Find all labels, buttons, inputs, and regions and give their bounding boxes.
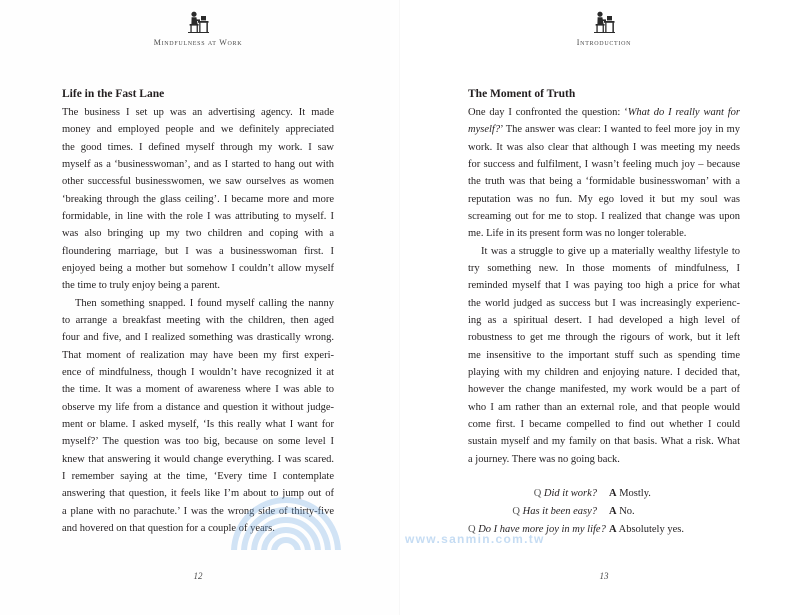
answer-text: Mostly.	[619, 488, 651, 500]
watermark-url: www.sanmin.com.tw	[405, 532, 545, 546]
paragraph	[468, 243, 740, 468]
a-label: A	[609, 488, 617, 500]
text-column	[468, 85, 740, 539]
a-label: A	[609, 506, 617, 518]
answer-cell	[609, 485, 651, 503]
text-line: sustain myself and my family on that basis. What a risk. What	[468, 436, 740, 448]
text-line: money and employed people and we definitely appreciated	[62, 124, 334, 136]
running-head: Mindfulness at Work	[153, 38, 243, 47]
paragraph	[62, 295, 334, 538]
text-line: formidable, in line with the role I was attributing to myself. I	[62, 210, 334, 222]
answer-cell	[609, 521, 684, 539]
text-line: myself as a ‘businesswoman’, and as I started to hang out with	[62, 158, 334, 170]
answer-text: No.	[619, 506, 635, 518]
text-line: reminded myself that I was paying too high a price for what	[468, 280, 740, 292]
text-line: myself?’ The question was too big, because on some level I	[62, 436, 334, 448]
q-label: Q	[468, 523, 476, 535]
page-number: 13	[599, 571, 609, 581]
text-line: ing as a spiritual desert. I had developed a high level of	[468, 314, 740, 326]
text-line: who I am rather than an external role, and that people would	[468, 401, 740, 413]
q-label: Q	[512, 506, 521, 518]
text-line: the world judged as success but I was increasingly experienc-	[468, 297, 740, 309]
text-line: observe my life from a distance and question it without judge-	[62, 401, 334, 413]
text-line: and hovered on that question for a couple of years.	[62, 522, 275, 534]
text-line: other successful businesswomen, we saw ourselves as women	[62, 176, 334, 188]
seated-figure-icon	[592, 10, 616, 34]
question-answer-list	[468, 485, 740, 538]
text-line: knew that answering it would change everything. I was scared.	[62, 453, 334, 465]
text-line: Then something snapped. I found myself calling the nanny	[75, 297, 334, 309]
text-line: ence of mindfulness, though I wouldn’t have recognized it at	[62, 366, 334, 378]
text-line: It was a struggle to give up a materially wealthy lifestyle to	[481, 245, 740, 257]
text-column	[62, 85, 334, 537]
answer-text: Absolutely yes.	[618, 523, 684, 535]
answer-cell	[609, 503, 635, 521]
line-text: ’ The answer was clear: I wanted to feel more joy in my	[500, 124, 740, 136]
question-text: Do I have more joy in my life?	[478, 523, 606, 535]
qa-row	[468, 521, 740, 539]
paragraph	[468, 104, 740, 243]
question-text: Did it work?	[543, 488, 597, 500]
right-page	[400, 0, 800, 615]
text-line: however the change manifested, my work would be a part of	[468, 384, 740, 396]
text-line: the good times. I defined myself through my work. I saw	[62, 141, 334, 153]
text-line: robustness to get me through the rigours of work, but it left	[468, 332, 740, 344]
text-line: to arrange a breakfast meeting with the children, then aged	[62, 314, 334, 326]
text-line: playing with my children and enjoying nature. I decided that,	[468, 366, 740, 378]
question-text: Has it been easy?	[522, 506, 597, 518]
text-line: the time. It was a moment of awareness where I was able to	[62, 384, 334, 396]
text-line: That moment of realization may have been my first experi-	[62, 349, 334, 361]
question-cell	[468, 503, 597, 521]
line-text: One day I confronted the question: ‘	[468, 107, 628, 118]
running-head: Introduction	[576, 38, 632, 47]
text-line: The business I set up was an advertising agency. It made	[62, 107, 334, 118]
italic-text: myself?	[468, 124, 501, 136]
text-line: four and five, and I realized something was drastically wrong.	[62, 332, 334, 344]
qa-row	[468, 485, 740, 503]
text-line: I remember saying at the time, ‘Every time I contemplate	[62, 470, 334, 482]
italic-text: What do I really want for	[627, 107, 740, 118]
page-number: 12	[193, 571, 203, 581]
text-line: the time to truly enjoy being a parent.	[62, 280, 221, 292]
text-line: a journey. There was no going back.	[468, 453, 620, 465]
question-cell	[468, 521, 606, 539]
text-line: screaming out for me to stop. I realized that change was upon	[468, 210, 740, 222]
text-line: reputation was no fun. My ego loved it but my soul was	[468, 193, 740, 205]
text-line: floundering marriage, but I was a businesswoman first. I	[62, 245, 334, 257]
seated-figure-icon	[186, 10, 210, 34]
question-cell	[468, 485, 597, 503]
text-line	[468, 121, 740, 138]
text-line: me insensitive to the important stuff such as spending time	[468, 349, 740, 361]
text-line: enjoyed being a mother but somehow I couldn’t allow myself	[62, 262, 334, 274]
text-line: answering that question, it feels like I’m about to jump out of	[62, 488, 334, 500]
text-line: ment or blame. I asked myself, ‘Is this really what I want for	[62, 418, 334, 430]
text-line: work. It was also clear that although I was meeting my needs	[468, 141, 740, 153]
paragraph	[62, 104, 334, 295]
text-line: try something new. In those moments of mindfulness, I	[468, 262, 740, 274]
text-line	[468, 104, 740, 121]
text-line: was also bringing up my two children and coping with a	[62, 228, 334, 240]
text-line: me. Life in its present form was no longer tolerable.	[468, 228, 687, 240]
text-line: ‘breaking through the glass ceiling’. I became more and more	[62, 193, 334, 205]
text-line: the truth was that being a ‘formidable businesswoman’ with a	[468, 176, 740, 188]
section-heading: The Moment of Truth	[468, 88, 576, 100]
q-label: Q	[533, 488, 542, 500]
text-line: come first. I became compelled to find out whether I could	[468, 418, 740, 430]
text-line: a plane with no parachute.’ I was the wrong side of thirty-five	[62, 505, 334, 517]
section-heading: Life in the Fast Lane	[62, 88, 165, 100]
a-label: A	[609, 523, 617, 535]
text-line: for success and fulfilment, I wasn’t feeling much joy – because	[468, 158, 740, 170]
qa-row	[468, 503, 740, 521]
